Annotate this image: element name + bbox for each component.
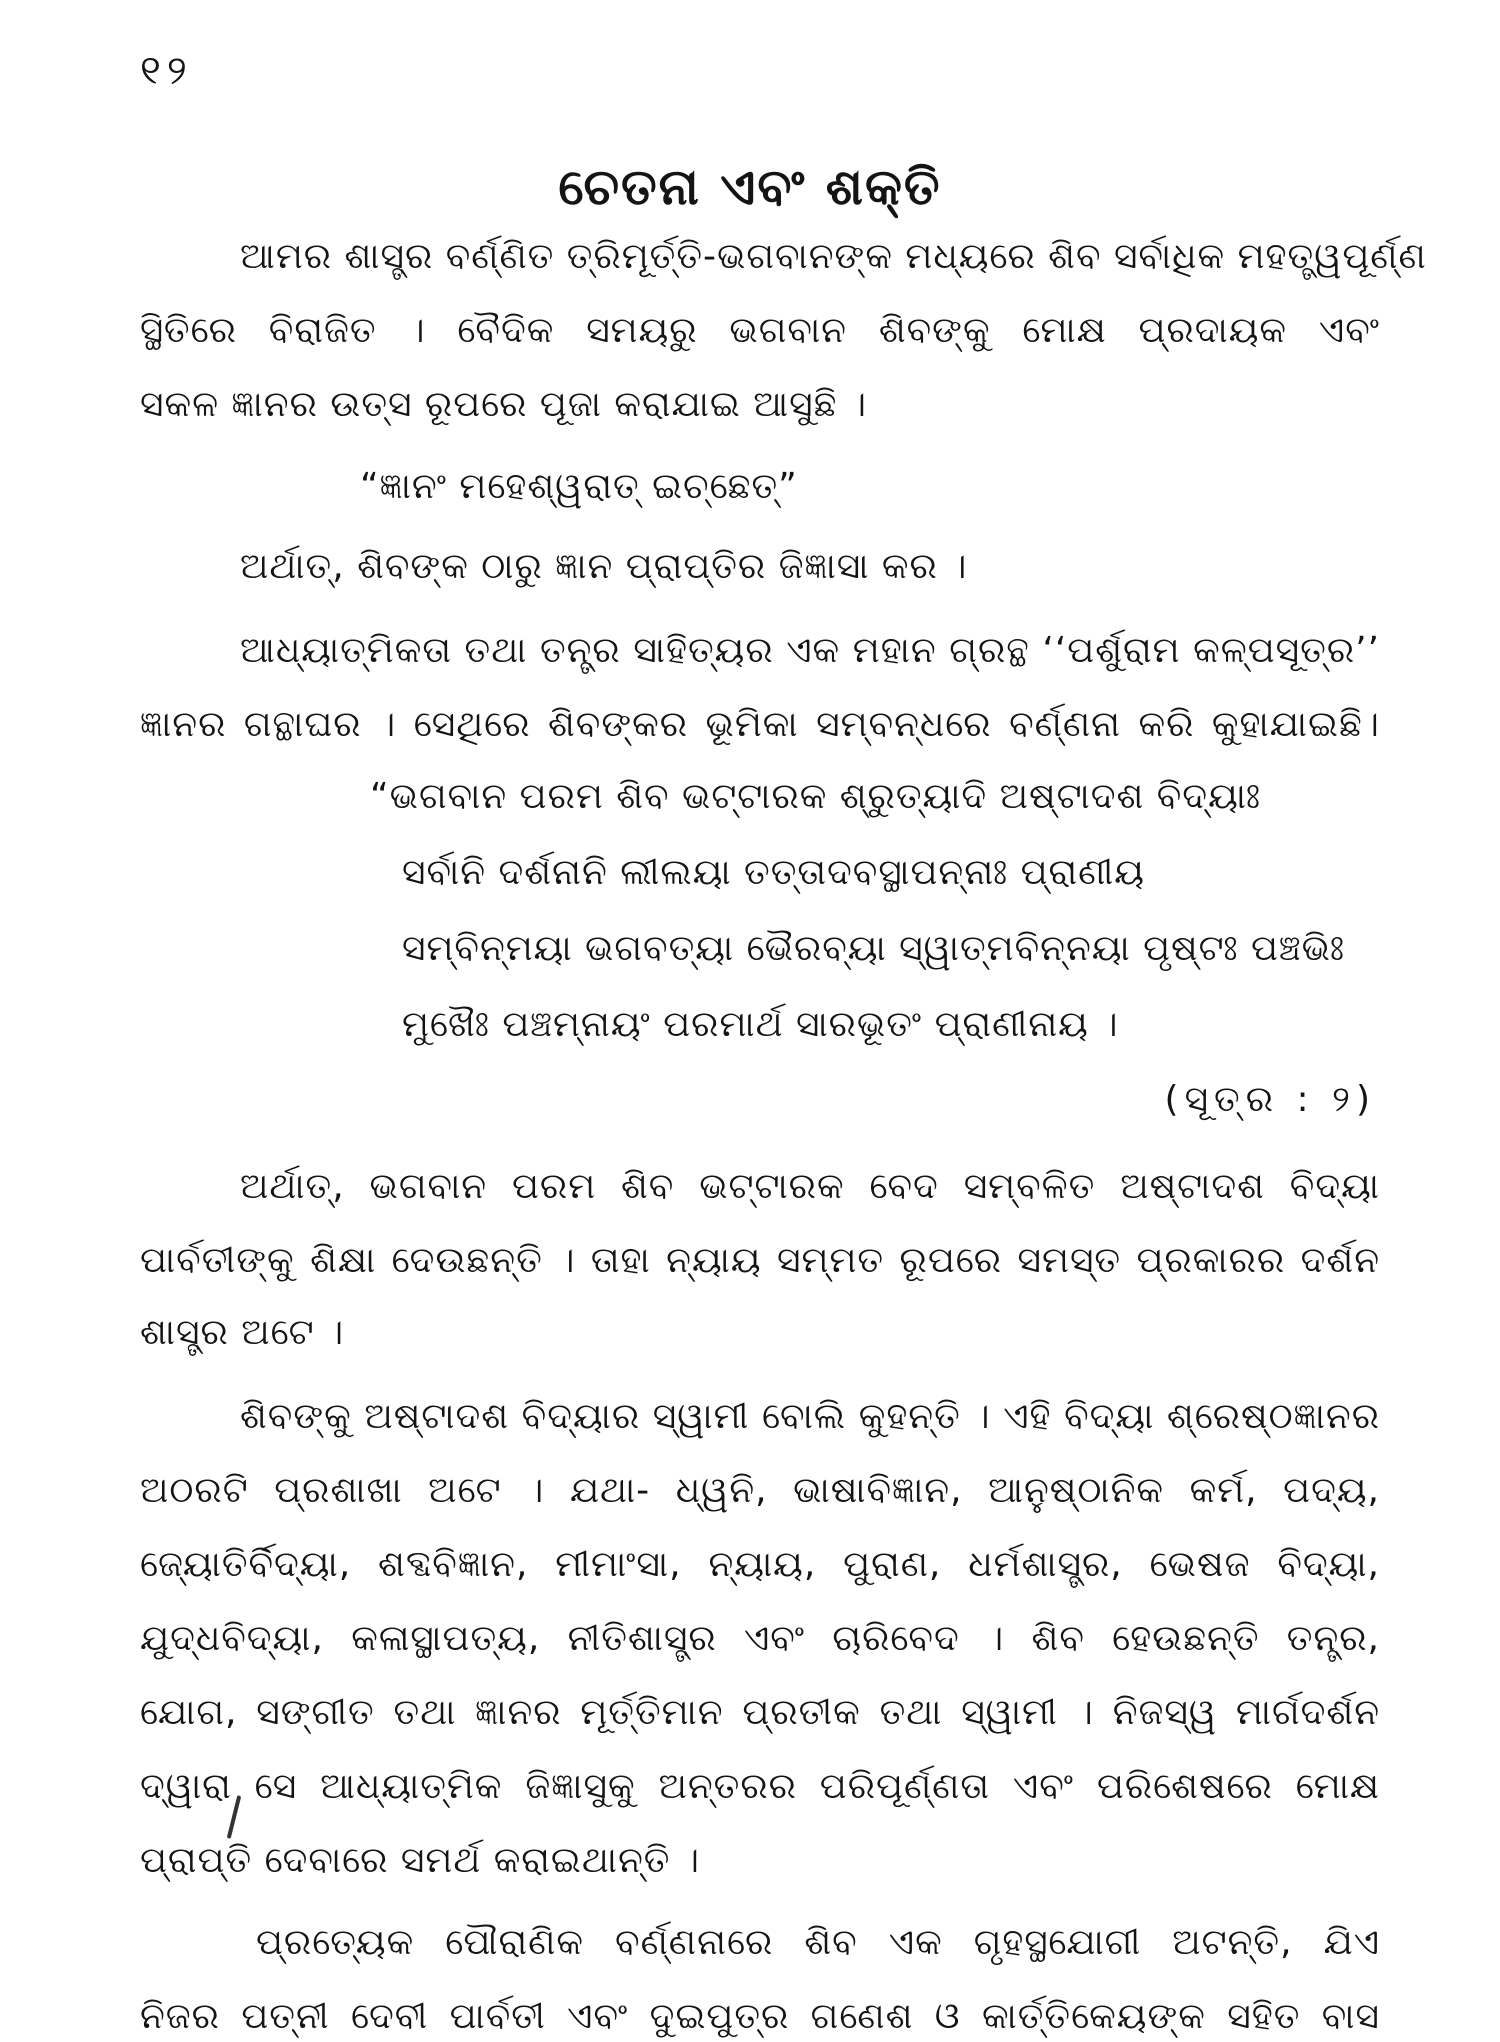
verse-line: ସମ୍ବିନ୍ମୟା ଭଗବତ୍ୟା ଭୈରବ୍ୟା ସ୍ୱାତ୍ମବିନ୍ନୟା ପୃଷ୍ଟଃ ପଞ୍ଚଭିଃ xyxy=(402,928,1345,969)
paragraph-line: ପାର୍ବତୀଙ୍କୁ ଶିକ୍ଷା ଦେଉଛନ୍ତି । ତାହା ନ୍ୟାୟ ସମ୍ମତ ରୂପରେ ସମସ୍ତ ପ୍ରକାରର ଦର୍ଶନ xyxy=(140,1240,1380,1281)
paragraph-line: ପ୍ରାପ୍ତି ଦେବାରେ ସମର୍ଥ କରାଇଥାନ୍ତି । xyxy=(140,1840,701,1881)
paragraph-line: ଅର୍ଥାତ୍, ଭଗବାନ ପରମ ଶିବ ଭଟ୍ଟାରକ ବେଦ ସମ୍ବଳିତ ଅଷ୍ଟାଦଶ ବିଦ୍ୟା xyxy=(240,1166,1380,1207)
verse-line: ମୁଖୈଃ ପଞ୍ଚମ୍ନାୟଂ ପରମାର୍ଥ ସାରଭୂତଂ ପ୍ରାଣୀନାୟ । xyxy=(402,1004,1119,1045)
verse-line: “ଭଗବାନ ପରମ ଶିବ ଭଟ୍ଟାରକ ଶ୍ରୁତ୍ୟାଦି ଅଷ୍ଟାଦଶ ବିଦ୍ୟାଃ xyxy=(370,776,1261,817)
quote-line: “ଜ୍ଞାନଂ ମହେଶ୍ୱରାତ୍ ଇଚ୍ଛେତ୍” xyxy=(360,466,798,507)
paragraph-line: ସକଳ ଜ୍ଞାନର ଉତ୍ସ ରୂପରେ ପୂଜା କରାଯାଇ ଆସୁଛି । xyxy=(140,384,868,425)
paragraph-line: ନିଜର ପତ୍ନୀ ଦେବୀ ପାର୍ବତୀ ଏବଂ ଦୁଇପୁତ୍ର ଗଣେଶ ଓ କାର୍ତ୍ତିକେୟଙ୍କ ସହିତ ବାସ xyxy=(140,1996,1380,2037)
paragraph-line: ଯୋଗ, ସଙ୍ଗୀତ ତଥା ଜ୍ଞାନର ମୂର୍ତ୍ତିମାନ ପ୍ରତୀକ ତଥା ସ୍ୱାମୀ । ନିଜସ୍ୱ ମାର୍ଗଦର୍ଶନ xyxy=(140,1692,1380,1733)
paragraph-line: ଶିବଙ୍କୁ ଅଷ୍ଟାଦଶ ବିଦ୍ୟାର ସ୍ୱାମୀ ବୋଲି କୁହନ୍ତି । ଏହି ବିଦ୍ୟା ଶ୍ରେଷ୍ଠଜ୍ଞାନର xyxy=(240,1396,1380,1437)
paragraph-line: ଦ୍ୱାରା ସେ ଆଧ୍ୟାତ୍ମିକ ଜିଜ୍ଞାସୁକୁ ଅନ୍ତରର ପରିପୂର୍ଣ୍ଣତା ଏବଂ ପରିଶେଷରେ ମୋକ୍ଷ xyxy=(140,1766,1380,1807)
page-number: ୧୨ xyxy=(140,48,193,94)
paragraph-line: ଆଧ୍ୟାତ୍ମିକତା ତଥା ତନ୍ତ୍ର ସାହିତ୍ୟର ଏକ ମହାନ ଗ୍ରନ୍ଥ ‘‘ପର୍ଶୁରାମ କଳ୍ପସୂତ୍ର’’ xyxy=(240,630,1380,671)
page-title: ଚେତନା ଏବଂ ଶକ୍ତି xyxy=(558,158,942,216)
paragraph-line: ଜ୍ଞାନର ଗନ୍ଥାଘର । ସେଥିରେ ଶିବଙ୍କର ଭୂମିକା ସମ୍ବନ୍ଧରେ ବର୍ଣ୍ଣନା କରି କୁହାଯାଇଛି। xyxy=(140,704,1380,745)
sutra-reference: (ସୂତ୍ର : ୨) xyxy=(1164,1079,1376,1120)
paragraph-line: ଯୁଦ୍ଧବିଦ୍ୟା, କଳାସ୍ଥାପତ୍ୟ, ନୀତିଶାସ୍ତ୍ର ଏବଂ ଚାରିବେଦ । ଶିବ ହେଉଛନ୍ତି ତନ୍ତ୍ର, xyxy=(140,1618,1380,1659)
paragraph-line: ପ୍ରତ୍ୟେକ ପୌରାଣିକ ବର୍ଣ୍ଣନାରେ ଶିବ ଏକ ଗୃହସ୍ଥଯୋଗୀ ଅଟନ୍ତି, ଯିଏ xyxy=(256,1922,1380,1963)
paragraph-line: ଅର୍ଥାତ୍, ଶିବଙ୍କ ଠାରୁ ଜ୍ଞାନ ପ୍ରାପ୍ତିର ଜିଜ୍ଞାସା କର । xyxy=(240,546,968,587)
verse-line: ସର୍ବାନି ଦର୍ଶନାନି ଲୀଲୟା ତତ୍ତାଦବସ୍ଥାପନ୍ନାଃ ପ୍ରାଣୀୟ xyxy=(402,852,1145,893)
paragraph-line: ସ୍ଥିତିରେ ବିରାଜିତ । ବୈଦିକ ସମୟରୁ ଭଗବାନ ଶିବଙ୍କୁ ମୋକ୍ଷ ପ୍ରଦାୟକ ଏବଂ xyxy=(140,310,1380,351)
paragraph-line: ଜ୍ୟୋତିର୍ବିଦ୍ୟା, ଶବ୍ଦବିଜ୍ଞାନ, ମୀମାଂସା, ନ୍ୟାୟ, ପୁରାଣ, ଧର୍ମଶାସ୍ତ୍ର, ଭେଷଜ ବିଦ୍ୟା, xyxy=(140,1544,1380,1585)
paragraph-line: ଆମର ଶାସ୍ତ୍ର ବର୍ଣ୍ଣିତ ତ୍ରିମୂର୍ତ୍ତି-ଭଗବାନଙ୍କ ମଧ୍ୟରେ ଶିବ ସର୍ବାଧିକ ମହତ୍ତ୍ୱପୂର୍ଣ୍ଣ xyxy=(240,236,1427,277)
paragraph-line: ଅଠରଟି ପ୍ରଶାଖା ଅଟେ । ଯଥା- ଧ୍ୱନି, ଭାଷାବିଜ୍ଞାନ, ଆନୁଷ୍ଠାନିକ କର୍ମ, ପଦ୍ୟ, xyxy=(140,1470,1380,1511)
paragraph-line: ଶାସ୍ତ୍ର ଅଟେ । xyxy=(140,1312,345,1353)
